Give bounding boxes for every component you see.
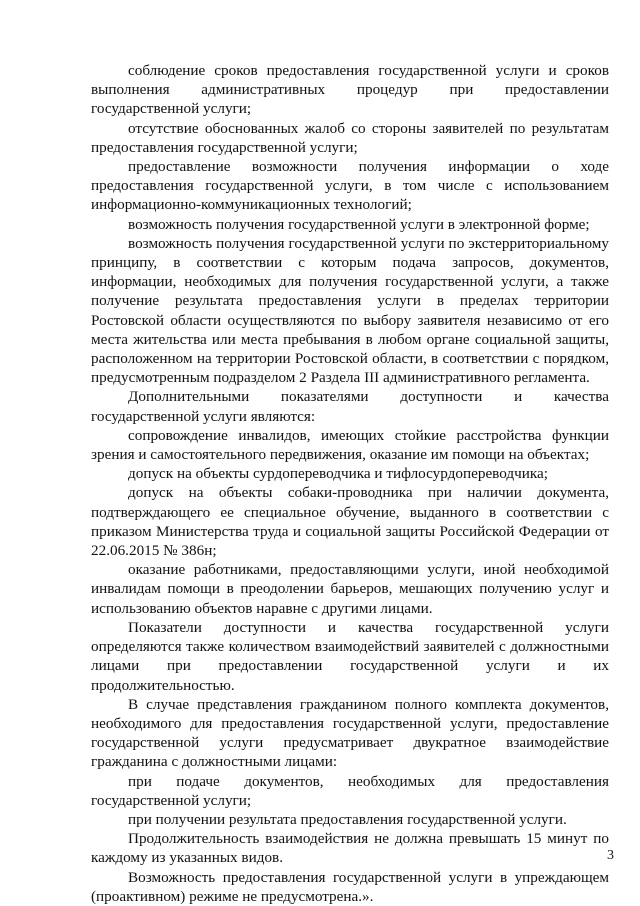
paragraph-full-documents: В случае представления гражданином полного комплекта документов, необходимого для предоставления государственной услуги, предоставление государственной услуги предусматривает двукратное взаимодействие гражданина с должностными лицами: bbox=[91, 695, 609, 771]
paragraph-additional-indicators: Дополнительными показателями доступности и качества государственной услуги являются: bbox=[91, 388, 609, 425]
paragraph-sign-interpreter: допуск на объекты сурдопереводчика и тифлосурдопереводчика; bbox=[128, 465, 549, 483]
paragraph-electronic-form: возможность получения государственной услуги в электронной форме; bbox=[128, 215, 590, 233]
paragraph-receipt: при получении результата предоставления государственной услуги. bbox=[128, 810, 567, 828]
paragraph-guide-dog: допуск на объекты собаки-проводника при наличии документа, подтверждающего ее специальное обучение, выданного в соответствии с приказом Министерства труда и социальной защиты Российской Федерации от 22.06.2015 № 386н; bbox=[91, 484, 609, 560]
paragraph-interaction-count: Показатели доступности и качества государственной услуги определяются также количеством взаимодействий заявителей с должностными лицами при предоставлении государственной услуги и их продолжительностью. bbox=[91, 618, 609, 694]
paragraph-deadlines: соблюдение сроков предоставления государственной услуги и сроков выполнения административных процедур при предоставлении государственной услуги; bbox=[91, 62, 609, 118]
paragraph-submission: при подаче документов, необходимых для предоставления государственной услуги; bbox=[91, 772, 609, 809]
paragraph-progress-info: предоставление возможности получения информации о ходе предоставления государственной услуги, в том числе с использованием информационно-коммуникационных технологий; bbox=[91, 158, 609, 214]
page-number: 3 bbox=[607, 848, 614, 863]
paragraph-assistance: оказание работниками, предоставляющими услуги, иной необходимой инвалидам помощи в преодолении барьеров, мешающих получению услуг и использованию объектов наравне с другими лицами. bbox=[91, 561, 609, 617]
paragraph-duration: Продолжительность взаимодействия не должна превышать 15 минут по каждому из указанных видов. bbox=[91, 830, 609, 867]
paragraph-proactive-mode: Возможность предоставления государственной услуги в упреждающем (проактивном) режиме не предусмотрена.». bbox=[91, 868, 609, 905]
document-body bbox=[91, 61, 609, 906]
paragraph-no-complaints: отсутствие обоснованных жалоб со стороны заявителей по результатам предоставления государственной услуги; bbox=[91, 119, 609, 156]
paragraph-escort-disabled: сопровождение инвалидов, имеющих стойкие расстройства функции зрения и самостоятельного передвижения, оказание им помощи на объектах; bbox=[91, 426, 609, 464]
paragraph-extraterritorial: возможность получения государственной услуги по экстерриториальному принципу, в соответствии с которым подача запросов, документов, информации, необходимых для получения государственной услуги, а также получение результата предоставления услуги в пределах территории Ростовской области осуществляются по выбору заявителя независимо от его места жительства или места пребывания в любом органе социальной защиты, расположенном на территории Ростовской области, в соответствии с порядком, предусмотренным подразделом 2 Раздела III административного регламента. bbox=[91, 234, 609, 387]
